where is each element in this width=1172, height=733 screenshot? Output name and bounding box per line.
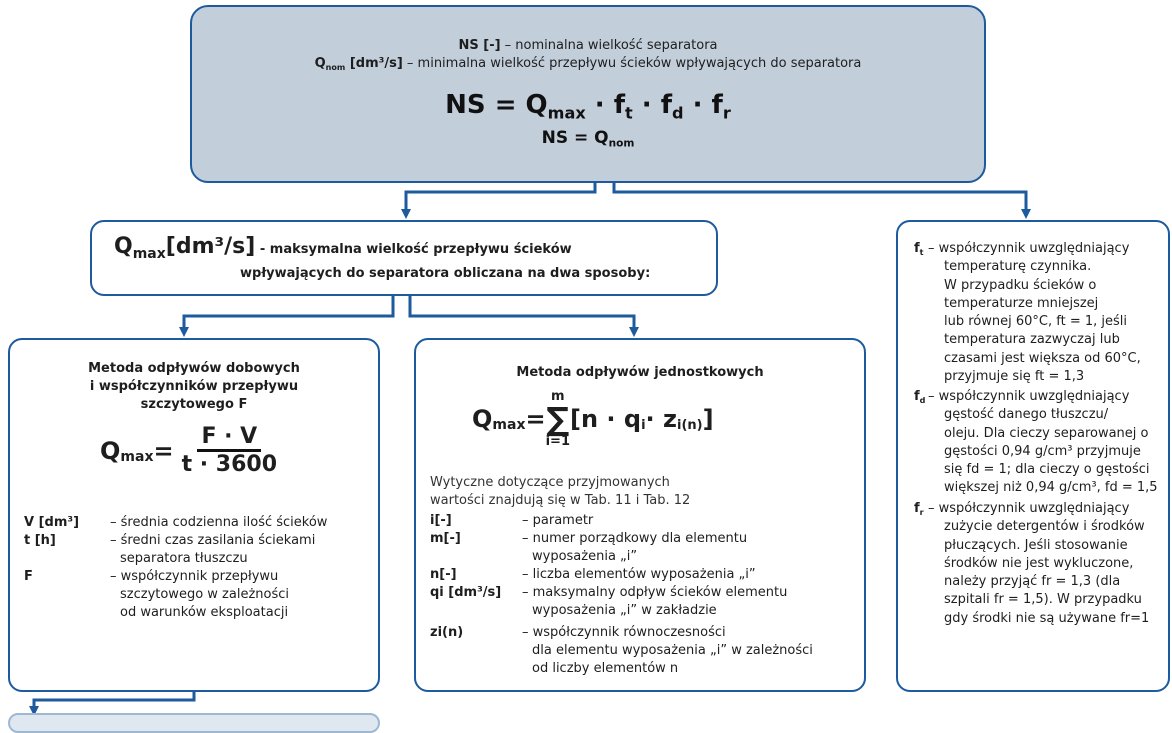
connector-top-right: [614, 183, 1026, 214]
definition-box-ns: [190, 5, 986, 183]
connector-daily-down: [34, 692, 194, 711]
qnom-definition: [192, 55, 984, 77]
daily-definitions: V [dm³] – średnia codzienna ilość ścieków t [h] – średni czas zasilania ściekami separatora tłuszczu F – współczynnik przepływu szczytowego w zależności od warunków eksploatacji: [24, 515, 328, 620]
ns-symbol: NS [-]: [458, 38, 501, 53]
connector-qmax-left: [184, 296, 393, 332]
ns-description: – nominalna wielkość separatora: [500, 38, 718, 53]
qnom-symbol: Q: [314, 56, 326, 71]
qnom-unit: [dm³/s]: [345, 56, 403, 71]
factor-fd: $f_d$ – współczynnik uwzględniający gęstość danego tłuszczu/ oleju. Dla cieczy separowanej o gęstości 0,94 g/cm³ przyjmuje się fd = 1; dla cieczy o gęstości większej niż 0,94 g/cm³, fd = 1,5: [914, 389, 1158, 496]
factor-fr: $f_r$ – współczynnik uwzględniający zużycie detergentów i środków płuczących. Jeśli stosowanie środków nie jest wykluczone, należy przyjąć fr = 1,3 (dla szpitali fr = 1,5). W przypadku gdy środki nie są używane fr=1: [914, 501, 1150, 626]
qnom-description: – minimalna wielkość przepływu ścieków wpływających do separatora: [402, 56, 862, 71]
qmax-description-1: - maksymalna wielkość przepływu ścieków: [255, 242, 572, 257]
connector-top-left: [406, 183, 595, 214]
next-box-partial: [8, 713, 380, 733]
unit-note: Wytyczne dotyczące przyjmowanych wartości znajdują się w Tab. 11 i Tab. 12: [430, 475, 691, 508]
sum-upper-limit: m: [551, 389, 565, 404]
unit-formula: Q max = m ∑ i=1 [n · q $_i$ · z $_{i(n)}$ ]: [472, 389, 714, 449]
ns-formula-nom: NS = $Q_{nom}$: [541, 128, 635, 150]
daily-formula-denominator: t · 3600: [181, 452, 278, 477]
daily-method-box: [8, 338, 380, 692]
unit-definitions: i[-] – parametr m[-] – numer porządkowy dla elementu wyposażenia „i” n[-] – liczba elementów wyposażenia „i” qi [dm³/s] – maksymalny odpływ ścieków elementu wyposażenia „i” w zakładzie zi(n) – współczynnik równoczesności dla elementu wyposażenia „i” w zależności od liczby elementów n: [430, 513, 813, 676]
qmax-heading: $Q_{max}[dm^3/s]$ - maksymalna wielkość przepływu ścieków: [114, 234, 572, 262]
qmax-box: [90, 220, 718, 296]
daily-title-1: Metoda odpływów dobowych: [88, 361, 300, 376]
unit-title: Metoda odpływów jednostkowych: [516, 365, 764, 380]
unit-method-box: [414, 338, 866, 692]
daily-formula-numerator: F · V: [197, 424, 261, 452]
sum-lower-limit: i=1: [545, 434, 570, 449]
qmax-description-2: wpływających do separatora obliczana na dwa sposoby:: [240, 266, 651, 281]
ns-definition: [192, 37, 984, 55]
daily-title-2: i współczynników przepływu: [89, 379, 299, 394]
factors-box: [896, 220, 1170, 692]
qnom-subscript: nom: [325, 62, 346, 72]
sum-sign: ∑: [546, 400, 570, 438]
factor-ft: $f_t$ – współczynnik uwzględniający temperaturę czynnika. W przypadku ścieków o temperaturze mniejszej lub równej 60°C, ft = 1, jeśli temperatura zazwyczaj lub czasami jest większa od 60°C, przyjmuje się ft = 1,3: [914, 241, 1141, 385]
daily-title-3: szczytowego F: [140, 397, 248, 412]
daily-formula: Q max = $\frac{F \cdot V}{t \cdot 3600}$: [100, 424, 278, 477]
connector-qmax-right: [410, 296, 634, 332]
ns-formula-max: NS = $Q_{max} \cdot f_t \cdot f_d \cdot f_r$: [445, 90, 731, 123]
